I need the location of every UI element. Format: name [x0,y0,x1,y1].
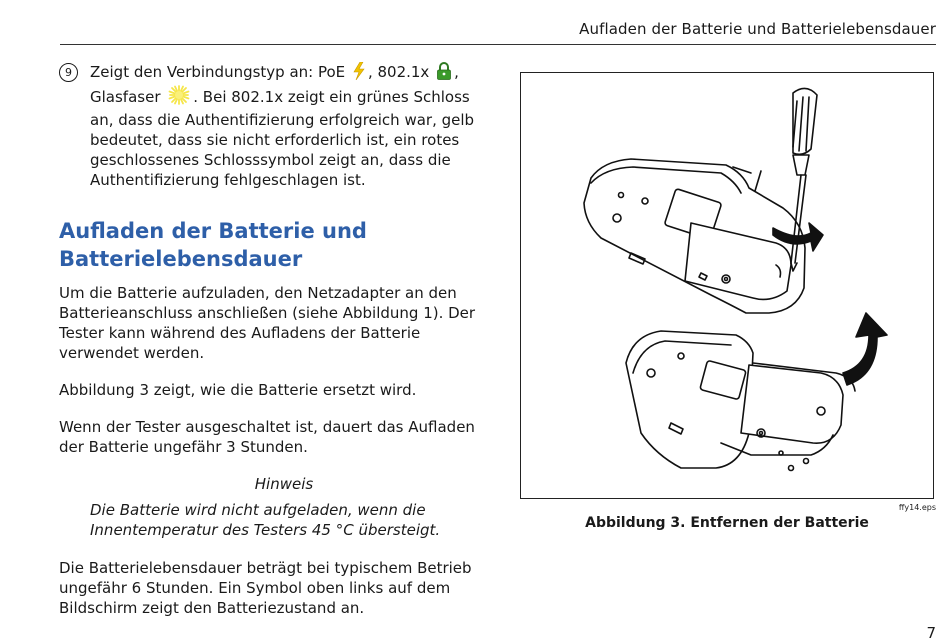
tester-device-bottom [626,331,855,471]
tester-device-top [584,159,805,313]
item9-text-c: , [454,63,459,81]
paragraph-battery-life: Die Batterielebensdauer beträgt bei typischem Betrieb ungefähr 6 Stunden. Ein Symbol oben links auf dem Bildschirm zeigt den Batteriezustand an. [59,559,472,617]
item9-text-d: Glasfaser [90,88,161,106]
lightning-bolt-icon [352,62,366,85]
header-rule [60,44,936,45]
note-body: Die Batterie wird nicht aufgeladen, wenn die Innentemperatur des Testers 45 °C übersteigt. [90,501,441,539]
page-number: 7 [926,624,936,642]
item9-text-a: Zeigt den Verbindungstyp an: PoE [90,63,346,81]
figure-battery-removal [520,72,934,499]
item9-text-b: , 802.1x [367,63,430,81]
paragraph-charge-time: Wenn der Tester ausgeschaltet ist, dauert das Aufladen der Batterie ungefähr 3 Stunden. [59,418,475,456]
circled-number: 9 [59,63,78,82]
list-item-9 [59,62,479,190]
battery-removal-illustration [521,73,933,498]
figure-caption: Abbildung 3. Entfernen der Batterie [585,515,869,531]
running-header: Aufladen der Batterie und Batterielebensdauer [579,20,936,38]
fiber-light-icon [167,85,191,110]
paragraph-figure-ref: Abbildung 3 zeigt, wie die Batterie ersetzt wird. [59,381,417,399]
lift-arrow-icon [843,313,887,385]
paragraph-charging: Um die Batterie aufzuladen, den Netzadapter an den Batterieanschluss anschließen (siehe Abbildung 1). Der Tester kann während des Aufladens der Batterie verwendet werden. [59,284,476,362]
figure-source-label: ffy14.eps [898,503,936,512]
item9-text-e: . Bei 802.1x zeigt ein grünes Schloss an, dass die Authentifizierung erfolgreich war, gelb bedeutet, dass sie nicht erforderlich ist, ein rotes geschlossenes Schlosssymbol zeigt an, dass die Authentifizierung fehlgeschlagen ist. [90,88,475,189]
text-column [59,62,479,635]
section-heading: Aufladen der Batterie und Batterielebensdauer [59,219,367,271]
green-lock-icon [436,62,452,85]
note-title: Hinweis [254,475,314,493]
